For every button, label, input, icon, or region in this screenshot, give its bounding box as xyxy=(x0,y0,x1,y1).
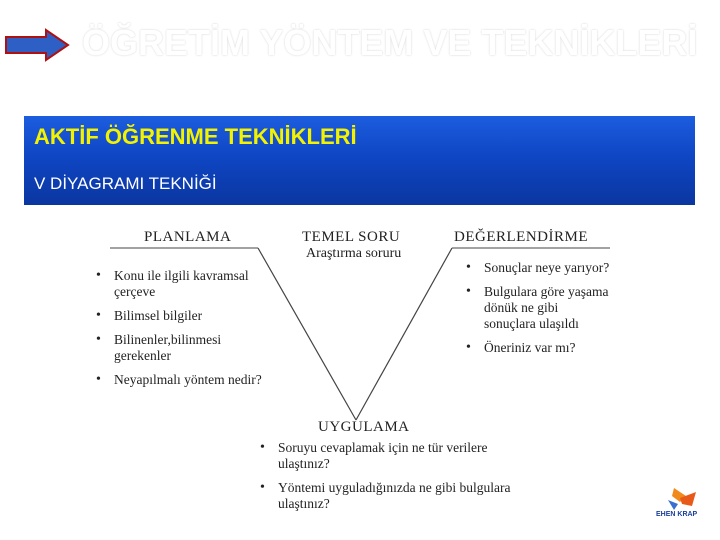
core-question-title: TEMEL SORU xyxy=(302,229,401,245)
logo-text: EHEN KRAP xyxy=(656,511,698,518)
evaluation-title: DEĞERLENDİRME xyxy=(454,229,588,245)
planning-item: • Bilinenler,bilinmesi gerekenler xyxy=(92,332,268,364)
publisher-logo xyxy=(652,484,710,524)
title-banner xyxy=(24,116,695,205)
planning-item: • Konu ile ilgili kavramsal çerçeve xyxy=(92,268,268,300)
evaluation-list xyxy=(462,260,612,364)
application-list xyxy=(256,440,516,520)
right-arrow-icon xyxy=(4,28,70,62)
logo-icon xyxy=(652,484,710,524)
banner-heading: AKTİF ÖĞRENME TEKNİKLERİ xyxy=(34,124,357,149)
planning-list xyxy=(92,268,268,396)
v-diagram xyxy=(90,222,620,522)
core-question-subtitle: Araştırma soruru xyxy=(306,246,402,261)
application-item: • Yöntemi uyguladığınızda ne gibi bulgulara ulaştınız? xyxy=(256,480,516,512)
planning-item: • Bilimsel bilgiler xyxy=(92,308,268,324)
application-title: UYGULAMA xyxy=(318,419,410,435)
evaluation-item: • Sonuçlar neye yarıyor? xyxy=(462,260,612,276)
banner-subheading: V DİYAGRAMI TEKNİĞİ xyxy=(34,174,217,193)
application-item: • Soruyu cevaplamak için ne tür verilere ulaştınız? xyxy=(256,440,516,472)
planning-title: PLANLAMA xyxy=(144,229,232,245)
evaluation-item: • Bulgulara göre yaşama dönük ne gibi sonuçlara ulaşıldı xyxy=(462,284,612,332)
evaluation-item: • Öneriniz var mı? xyxy=(462,340,612,356)
planning-item: • Neyapılmalı yöntem nedir? xyxy=(92,372,268,388)
slide-title: ÖĞRETİM YÖNTEM VE TEKNİKLERİ xyxy=(82,22,698,63)
